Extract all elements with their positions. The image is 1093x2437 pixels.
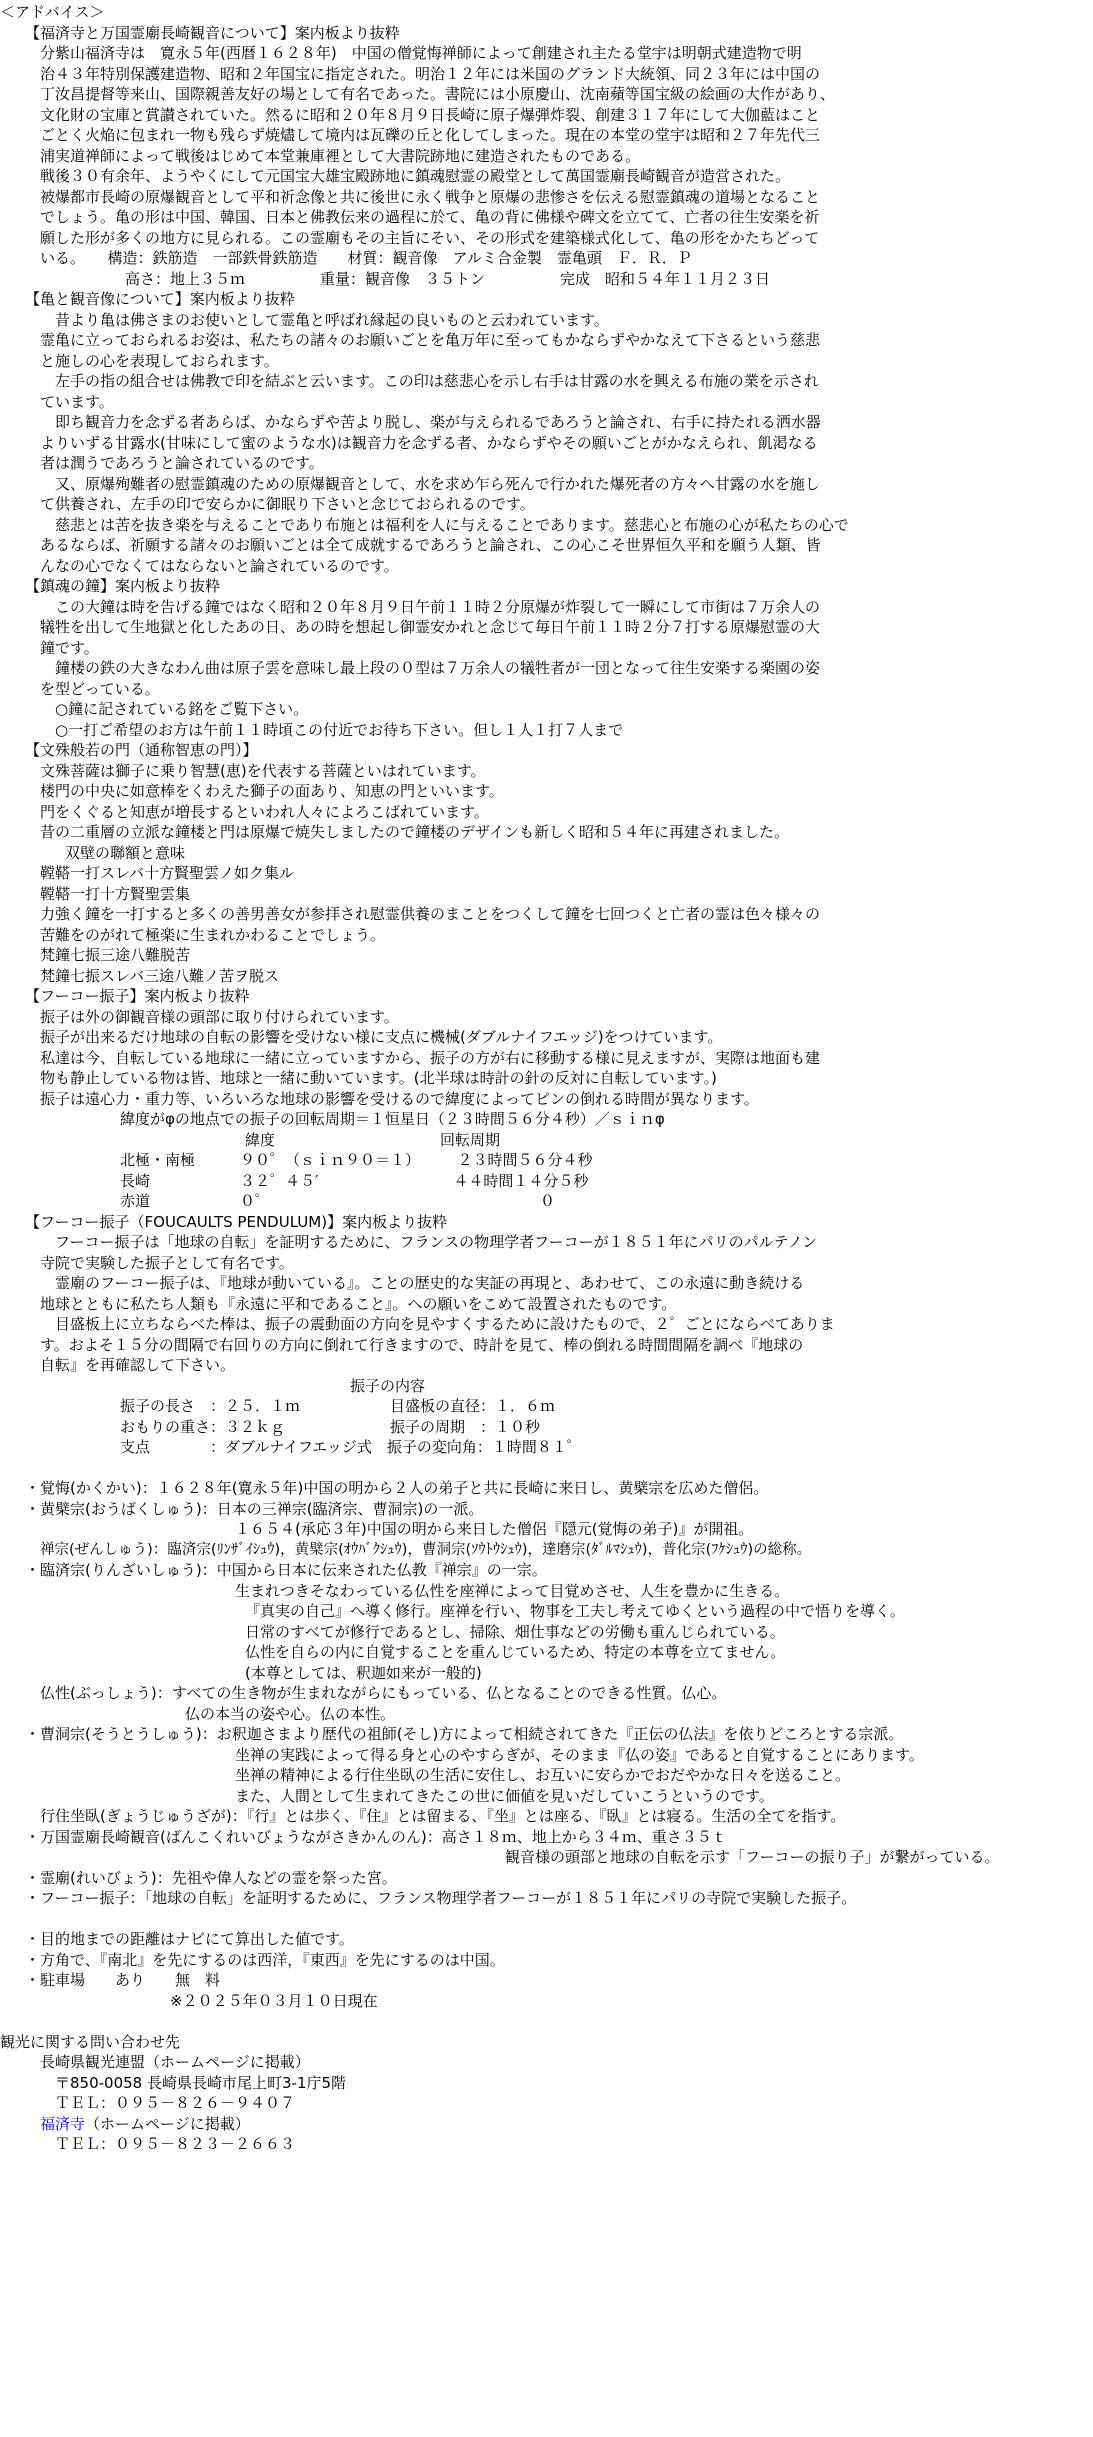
- body-line: 又、原爆殉難者の慰霊鎮魂のための原爆観音として、水を求め乍ら死んで行かれた爆死者の方々へ甘露の水を施し: [55, 474, 820, 493]
- glossary-item: ・臨済宗(りんざいしゅう)：中国から日本に伝来された仏教『禅宗』の一宗。: [25, 1561, 547, 1579]
- body-line: ごとく火焔に包まれ一物も残らず焼燼して境内は瓦礫の丘と化してしまった。現在の本堂の堂宇は昭和２７年先代三: [40, 126, 821, 144]
- body-line: 昔より亀は佛さまのお使いとして霊亀と呼ばれ縁起の良いものと云われています。: [55, 310, 609, 329]
- date-note: ※２０２５年０３月１０日現在: [170, 1991, 378, 2010]
- spacer: [0, 2011, 1093, 2032]
- body-line: 浦実道禅師によって戦後はじめて本堂兼庫裡として大書院跡地に建造されたものである。: [40, 146, 641, 165]
- table-header: 振子の内容: [350, 1376, 426, 1395]
- spacer: [0, 1458, 1093, 1479]
- glossary-item: 仏の本当の姿や心。仏の本性。: [185, 1704, 396, 1723]
- glossary-item: 坐禅の精神による行住坐臥の生活に安住し、お互いに安らかでおだやかな日々を送ること。: [235, 1766, 851, 1784]
- body-line: と施しの心を表現しておられます。: [40, 351, 279, 370]
- table-row: 長崎 ３２゜４５′ ４４時間１４分５秒: [120, 1171, 589, 1190]
- body-line: 力強く鐘を一打すると多くの善男善女が参拝され慰霊供養のまことをつくして鐘を七回つくと亡者の霊は色々様々の: [40, 905, 821, 923]
- contact-heading: 観光に関する問い合わせ先: [0, 2032, 181, 2051]
- body-line: ○鐘に記されている銘をご覧下さい。: [55, 700, 309, 718]
- body-line: 楼門の中央に如意棒をくわえた獅子の面あり、知恵の門といいます。: [40, 782, 504, 800]
- table-row: 赤道 ０゜ ０: [120, 1192, 556, 1210]
- body-line: 左手の指の組合せは佛教で印を結ぶと云います。この印は慈悲心を示し右手は甘露の水を興える布施の業を示され: [55, 372, 819, 390]
- glossary-item: 生まれつきそなわっている仏性を座禅によって目覚めさせ、人生を豊かに生きる。: [235, 1581, 790, 1600]
- contact-org: 長崎県観光連盟（ホームページに掲載）: [40, 2053, 310, 2071]
- body-line: ています。: [40, 392, 114, 411]
- glossary-item: 坐禅の実践によって得る身と心のやすらぎが、そのまま『仏の姿』であると自覚することにあります。: [235, 1745, 924, 1764]
- spec-line: いる。 構造：鉄筋造 一部鉄骨鉄筋造 材質：観音像 アルミ合金製 霊亀頭 Ｆ．Ｒ．Ｐ: [40, 249, 692, 267]
- body-line: 文化財の宝庫と賞讃されていた。然るに昭和２０年８月９日長崎に原子爆弾炸裂、創建３１７年にして大伽藍はこと: [40, 105, 821, 124]
- body-line: 犠牲を出して生地獄と化したあの日、あの時を想起し御霊安かれと念じて毎日午前１１時２分７打する原爆慰霊の大: [40, 618, 821, 636]
- note-line: ・目的地までの距離はナビにて算出した値です。: [25, 1930, 354, 1948]
- table-row: 北極・南極 ９０゜（ｓｉｎ９０＝１） ２３時間５６分４秒: [120, 1151, 593, 1169]
- body-line: 鐘楼の鉄の大きなわん曲は原子雲を意味し最上段の０型は７万余人の犠牲者が一団となって往生安楽する楽園の姿: [55, 659, 821, 677]
- body-line: 霊亀に立っておられるお姿は、私たちの諸々のお願いごとを亀万年に至ってもかならずやかなえて下さるという慈悲: [40, 331, 821, 349]
- body-line: 双壁の聯額と意味: [65, 843, 186, 862]
- glossary-item: ・覚悔(かくかい)：１６２８年(寛永５年)中国の明から２人の弟子と共に長崎に来日し、黄檗宗を広めた僧侶。: [25, 1479, 769, 1497]
- body-line: ○一打ご希望のお方は午前１１時頃この付近でお待ち下さい。但し１人１打７人まで: [55, 720, 624, 739]
- table-row: 支点 ：ダブルナイフエッジ式 振子の変向角：１時間８１゜: [120, 1438, 582, 1456]
- body-line: 昔の二重層の立派な鐘楼と門は原爆で焼失しましたので鐘楼のデザインも新しく昭和５４年に再建されました。: [40, 823, 789, 841]
- table-row: おもりの重さ：３２ｋｇ 振子の周期 ：１０秒: [120, 1417, 541, 1436]
- advice-heading: ＜アドバイス＞: [0, 3, 105, 21]
- glossary-item: 観音様の頭部と地球の自転を示す「フーコーの振り子」が繋がっている。: [505, 1848, 1000, 1866]
- body-line: 戦後３０有余年、ようやくにして元国宝大雄宝殿跡地に鎮魂慰霊の殿堂として萬国霊廟長崎観音が造営された。: [40, 167, 791, 185]
- body-line: 治４３年特別保護建造物、昭和２年国宝に指定された。明治１２年には米国のグランド大統領、同２３年には中国の: [40, 64, 821, 83]
- contact-address: 〒850-0058 長崎県長崎市尾上町3-1庁5階: [55, 2073, 347, 2092]
- body-line: す。およそ１５分の間隔で右回りの方向に倒れて行きますので、時計を見て、棒の倒れる時間間隔を調べ『地球の: [40, 1335, 804, 1354]
- glossary-item: また、人間として生まれてきたこの世に価値を見いだしていこうというのです。: [235, 1786, 774, 1805]
- table-row: 振子の長さ ：２５．１ｍ 目盛板の直径：１．６ｍ: [120, 1397, 556, 1415]
- body-line: 鐘です。: [40, 638, 99, 657]
- body-line: 梵鐘七振三途八難脱苦: [40, 946, 191, 964]
- glossary-item: ・曹洞宗(そうとうしゅう)：お釈迦さまより歴代の祖師(そし)方によって相続されてきた『正伝の仏法』を依りどころとする宗派。: [25, 1725, 904, 1743]
- temple-homepage-link[interactable]: 福済寺: [40, 2114, 86, 2133]
- body-line: 梵鐘七振スレバ三途八難ノ苦ヲ脱ス: [40, 966, 279, 985]
- body-line: 自転』を再確認して下さい。: [40, 1356, 236, 1374]
- note-line: ・方角で、『南北』を先にするのは西洋，『東西』を先にするのは中国。: [25, 1950, 505, 1969]
- glossary-item: ・霊廟(れいびょう)：先祖や偉人などの霊を祭った宮。: [25, 1868, 397, 1887]
- body-line: でしょう。亀の形は中国、韓国、日本と佛教伝来の過程に於て、亀の背に佛様や碑文を立てて、亡者の往生安楽を祈: [40, 208, 820, 226]
- body-line: 振子は外の御観音様の頭部に取り付けられています。: [40, 1007, 399, 1026]
- body-line: 地球とともに私たち人類も『永遠に平和であること』。への願いをこめて設置されたものです。: [40, 1294, 677, 1313]
- glossary-item: 仏性を自らの内に自覚することを重んじているため、特定の本尊を立てません。: [245, 1643, 786, 1661]
- glossary-item: ・万国霊廟長崎観音(ばんこくれいびょうながさきかんのん)：高さ１８ｍ、地上から３４ｍ、重さ３５ｔ: [25, 1827, 727, 1846]
- note-line: ・駐車場 あり 無 料: [25, 1971, 221, 1989]
- glossary-item: 『真実の自己』へ導く修行。座禅を行い、物事を工夫し考えてゆくという過程の中で悟りを導く。: [245, 1602, 905, 1620]
- body-line: 丁汝昌提督等来山、国際親善友好の場として有名であった。書院には小原慶山、沈南蘋等国宝級の絵画の大作があり、: [40, 85, 835, 103]
- table-header: 緯度 回転周期: [245, 1130, 501, 1149]
- glossary-item: ・黄檗宗(おうばくしゅう)：日本の三禅宗(臨済宗、曹洞宗)の一派。: [25, 1499, 484, 1518]
- body-line: 被爆都市長崎の原爆観音として平和祈念像と共に後世に永く戦争と原爆の悲惨さを伝える慰霊鎮魂の道場となること: [40, 187, 821, 206]
- contact-tel: ＴＥＬ：０９５－８２３－２６６３: [55, 2135, 296, 2153]
- section-heading: 【福済寺と万国霊廟長崎観音について】案内板より抜粋: [25, 23, 400, 42]
- section-heading: 【文殊般若の門（通称智恵の門）】: [25, 741, 258, 759]
- body-line: 目盛板上に立ちならべた棒は、振子の震動面の方向を見やすくするために設けたもので、２゜ごとにならべてありま: [55, 1315, 835, 1333]
- body-line: 苦難をのがれて極楽に生まれかわることでしょう。: [40, 925, 386, 944]
- contact-org-temple: [0, 2114, 1093, 2135]
- body-line: 振子は遠心力・重力等、いろいろな地球の影響を受けるので緯度によってピンの倒れる時間が異なります。: [40, 1089, 759, 1108]
- glossary-item: ・フーコー振子：「地球の自転」を証明するために、フランス物理学者フーコーが１８５１年にパリの寺院で実験した振子。: [25, 1889, 857, 1907]
- body-line: 霊廟のフーコー振子は、『地球が動いている』。ことの歴史的な実証の再現と、あわせて、この永遠に動き続ける: [55, 1274, 805, 1292]
- body-line: よりいずる甘露水(甘味にして蜜のような水)は観音力を念ずる者、かならずやその願いごとがかなえられ、飢渇なる: [40, 433, 818, 452]
- body-line: て供養され、左手の印で安らかに御眠り下さいと念じておられるのです。: [40, 495, 535, 513]
- body-line: あるならば、祈願する諸々のお願いごとは全て成就するであろうと論され、この心こそ世界恒久平和を願う人類、皆: [40, 536, 821, 554]
- glossary-item: 禅宗(ぜんしゅう)：臨済宗(ﾘﾝｻﾞｲｼｭｳ)，黄檗宗(ｵｳﾊﾞｸｼｭｳ)，曹洞宗(ｿｳﾄｳｼｭｳ)，達磨宗(ﾀﾞﾙﾏｼｭｳ)，普化宗(ﾌｹｼｭｳ)の総称。: [40, 1541, 812, 1558]
- body-line: 私達は今、自転している地球に一緒に立っていますから、振子の方が右に移動する様に見えますが、実際は地面も建: [40, 1048, 821, 1067]
- glossary-item: 日常のすべてが修行であるとし、掃除、畑仕事などの労働も重んじられている。: [245, 1622, 785, 1641]
- spec-line: 高さ：地上３５ｍ 重量：観音像 ３５トン 完成 昭和５４年１１月２３日: [125, 269, 771, 288]
- body-line: 寺院で実験した振子として有名です。: [40, 1253, 294, 1272]
- contact-tel: ＴＥＬ：０９５－８２６－９４０７: [55, 2094, 296, 2112]
- glossary-item: １６５４(承応３年)中国の明から来日した僧侶『隠元(覚悔の弟子)』が開祖。: [235, 1520, 754, 1538]
- body-line: 鞺鞳一打十方賢聖雲集: [40, 884, 191, 903]
- section-heading: 【フーコー振子】案内板より抜粋: [25, 987, 250, 1005]
- body-line: フーコー振子は「地球の自転」を証明するために、フランスの物理学者フーコーが１８５１年にパリのパルテノン: [55, 1233, 818, 1251]
- formula-line: 緯度がφの地点での振子の回転周期＝１恒星日（２３時間５６分４秒）／ｓｉｎφ: [120, 1110, 665, 1128]
- body-line: 願した形が多くの地方に見られる。この霊廟もその主旨にそい、その形式を建築様式化して、亀の形をかたちどって: [40, 228, 820, 247]
- glossary-item: 仏性(ぶっしょう)：すべての生き物が生まれながらにもっている、仏となることのできる性質。仏心。: [40, 1684, 727, 1702]
- body-line: 文殊菩薩は獅子に乗り智慧(恵)を代表する菩薩といはれています。: [40, 761, 486, 780]
- glossary-item: (本尊としては、釈迦如来が一般的): [245, 1663, 482, 1682]
- section-heading: 【鎮魂の鐘】案内板より抜粋: [25, 577, 221, 595]
- section-heading: 【亀と観音像について】案内板より抜粋: [25, 290, 295, 308]
- spacer: [0, 1909, 1093, 1930]
- body-line: 門をくぐると知恵が増長するといわれ人々によろこばれています。: [40, 802, 489, 821]
- body-line: この大鐘は時を告げる鐘ではなく昭和２０年８月９日午前１１時２分原爆が炸裂して一瞬にして市街は７万余人の: [55, 597, 821, 616]
- body-line: を型どっている。: [40, 679, 160, 698]
- body-line: 分紫山福済寺は 寛永５年(西暦１６２８年) 中国の僧覚悔禅師によって創建され主たる堂宇は明朝式建造物で明: [40, 44, 802, 62]
- body-line: 鞺鞳一打スレバ十方賢聖雲ノ如ク集ル: [40, 864, 294, 882]
- body-line: んなの心でなくてはならないと論されているのです。: [40, 556, 399, 575]
- body-line: 即ち観音力を念ずる者あらば、かならずや苦より脱し、楽が与えられるであろうと論され、右手に持たれる洒水器: [55, 413, 821, 431]
- body-line: 振子が出来るだけ地球の自転の影響を受けない様に支点に機械(ダブルナイフエッジ)をつけています。: [40, 1028, 723, 1046]
- contact-note: （ホームページに掲載）: [85, 2114, 250, 2133]
- section-heading: 【フーコー振子（FOUCAULTS PENDULUM)】案内板より抜粋: [25, 1212, 448, 1231]
- body-line: 慈悲とは苦を抜き楽を与えることであり布施とは福利を人に与えることであります。慈悲心と布施の心が私たちの心で: [55, 515, 849, 534]
- body-line: 者は潤うであろうと論されているのです。: [40, 454, 324, 472]
- glossary-item: 行住坐臥(ぎょうじゅうざが)：『行』とは歩く、『住』とは留まる、『坐』とは座る、『臥』とは寝る。生活の全てを指す。: [40, 1807, 846, 1825]
- body-line: 物も静止している物は皆、地球と一緒に動いています。(北半球は時計の針の反対に自転しています。): [40, 1069, 717, 1087]
